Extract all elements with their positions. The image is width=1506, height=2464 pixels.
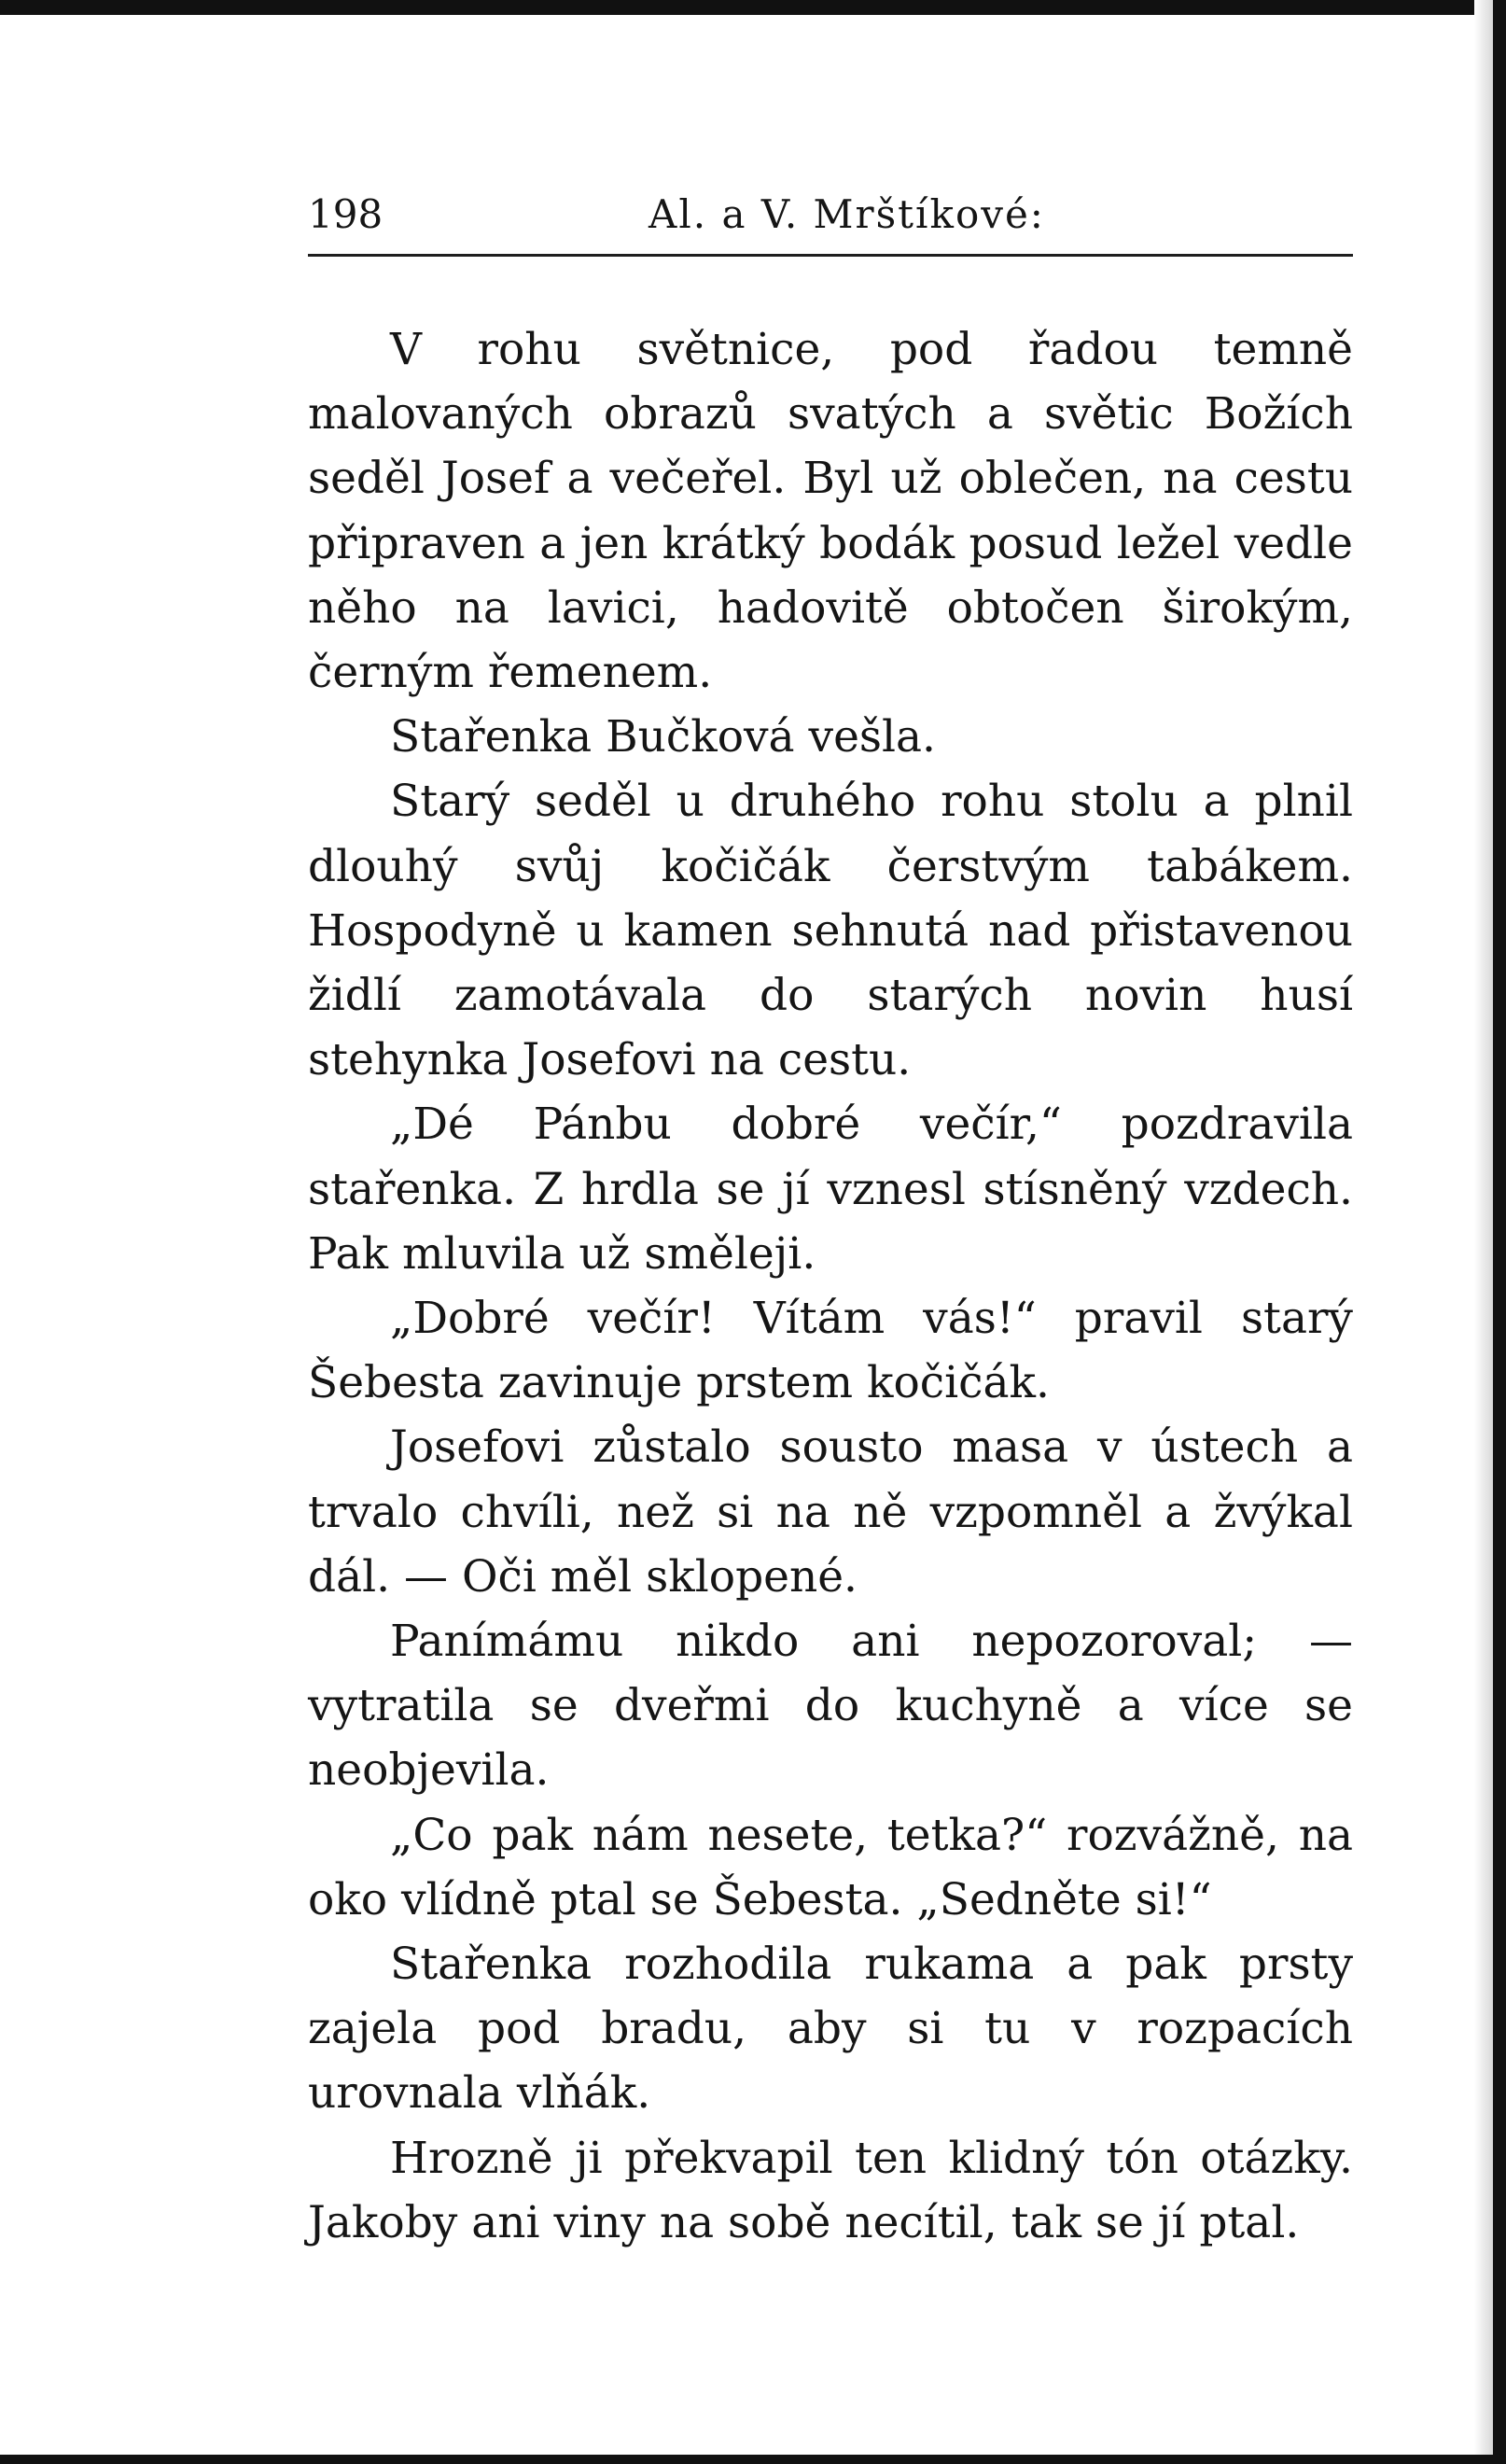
book-page [308, 187, 1353, 2248]
paragraph: Starý seděl u druhého rohu stolu a plnil dlouhý svůj kočičák čerstvým tabákem. Hospodyně u kamen sehnutá nad přistavenou židlí zamotávala do starých novin husí stehynka Josefovi na cestu. [308, 776, 1353, 1086]
running-head: Al. a V. Mrštíkové: [648, 191, 1045, 237]
header-rule [308, 254, 1353, 257]
page-number: 198 [308, 191, 383, 237]
paragraph: Panímámu nikdo ani nepozoroval; — vytratila se dveřmi do kuchyně a více se neobjevila. [308, 1616, 1353, 1797]
paragraph: „Dobré večír! Vítám vás!“ pravil starý Šebesta zavinuje prstem kočičák. [308, 1293, 1353, 1409]
scan-page-edge [1474, 0, 1493, 2464]
paragraph: „Co pak nám nesete, tetka?“ rozvážně, na oko vlídně ptal se Šebesta. „Sedněte si!“ [308, 1809, 1353, 1925]
paragraph: „Dé Pánbu dobré večír,“ pozdravila stařenka. Z hrdla se jí vznesl stísněný vzdech. Pak mluvila už směleji. [308, 1099, 1353, 1280]
paragraph: Stařenka Bučková vešla. [390, 711, 936, 763]
scan-border-right [1493, 0, 1506, 2464]
paragraph: Hrozně ji překvapil ten klidný tón otázky. Jakoby ani viny na sobě necítil, tak se jí ptal. [308, 2132, 1353, 2248]
scan-border-top [0, 0, 1506, 15]
page-header [308, 187, 1353, 243]
paragraph: V rohu světnice, pod řadou temně malovaných obrazů svatých a světic Božích seděl Josef a večeřel. Byl už oblečen, na cestu připraven a jen krátký bodák posud ležel vedle něho na lavici, hadovitě obtočen širokým, černým řemenem. [308, 324, 1353, 699]
body-text [308, 317, 1353, 2255]
scan-border-bottom [0, 2455, 1506, 2464]
paragraph: Stařenka rozhodila rukama a pak prsty zajela pod bradu, aby si tu v rozpacích urovnala vlňák. [308, 1939, 1353, 2120]
paragraph: Josefovi zůstalo sousto masa v ústech a trvalo chvíli, než si na ně vzpomněl a žvýkal dál. — Oči měl sklopené. [308, 1421, 1353, 1603]
